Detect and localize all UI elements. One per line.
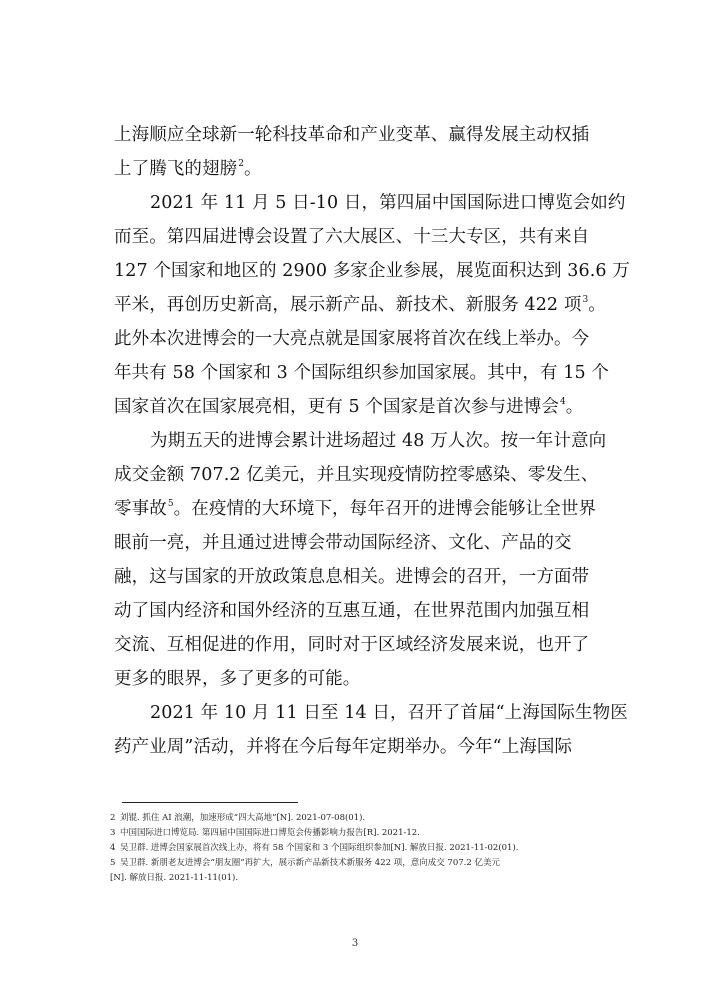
footnote [110, 811, 610, 826]
footnote-text: 吴卫群. 新朋老友进博会“朋友圈”再扩大，展示新产品新技术新服务 422 项，意向成交 707.2 亿美元 [120, 858, 500, 868]
text-fragment: 在疫情的大环境下，每年召开的进博会能够让全世界 [191, 499, 597, 519]
footnote-number: 5 [110, 858, 116, 868]
punctuation: 。 [565, 397, 584, 417]
text-line: 而至。第四届进博会设置了六大展区、十三大专区，共有来自 [114, 227, 590, 247]
text-line: 更多的眼界，多了更多的可能。 [114, 669, 361, 689]
text-line: 成交金额 707.2 亿美元，并且实现疫情防控零感染、零发生、 [114, 465, 599, 485]
footnote-continuation: [N]. 解放日报. 2021-11-11(01). [110, 873, 239, 883]
text-fragment: 零事故 [114, 499, 167, 519]
text-line: 为期五天的进博会累计进场超过 48 万人次。按一年计意向 [150, 431, 607, 451]
footnote-text: 刘锟. 抓住 AI 浪潮，加速形成“四大高地”[N]. 2021-07-08(01). [120, 813, 366, 823]
text-line: 动了国内经济和国外经济的互惠互通，在世界范围内加强互相 [114, 601, 590, 621]
text-fragment: 上了腾飞的翅膀 [114, 159, 238, 179]
text-line [114, 152, 604, 186]
footnote-ref[interactable]: 3 [582, 295, 589, 305]
footnote-separator [122, 802, 298, 803]
footnote-ref[interactable]: 4 [559, 397, 566, 407]
text-line: 此外本次进博会的一大亮点就是国家展将首次在线上举办。今 [114, 329, 590, 349]
text-line: 127 个国家和地区的 2900 多家企业参展，展览面积达到 36.6 万 [114, 261, 630, 281]
footnote-number: 3 [110, 828, 116, 838]
punctuation: 。 [588, 295, 606, 315]
footnote-ref[interactable]: 5 [167, 499, 174, 509]
footnote-ref[interactable]: 2 [238, 159, 245, 169]
footnote-text: 中国国际进口博览局. 第四届中国国际进口博览会传播影响力报告[R]. 2021-12. [120, 828, 420, 838]
footnote-text: 吴卫群. 进博会国家展首次线上办，将有 58 个国家和 3 个国际组织参加[N]. 解放日报. 2021-11-02(01). [120, 843, 519, 853]
text-line: 交流、互相促进的作用，同时对于区域经济发展来说，也开了 [114, 635, 590, 655]
page-number: 3 [351, 938, 359, 949]
punctuation: 。 [244, 159, 262, 179]
text-line: 融，这与国家的开放政策息息相关。进博会的召开，一方面带 [114, 567, 590, 587]
footnote-number: 2 [110, 813, 116, 823]
body-text [114, 118, 630, 764]
text-line [114, 492, 604, 526]
text-line: 上海顺应全球新一轮科技革命和产业变革、赢得发展主动权插 [114, 125, 590, 145]
footnote [110, 826, 610, 841]
footnote [110, 856, 610, 871]
footnotes [110, 811, 610, 886]
footnote-number: 4 [110, 843, 116, 853]
text-line [114, 390, 604, 424]
text-line: 药产业周”活动，并将在今后每年定期举办。今年“上海国际 [114, 737, 573, 757]
text-fragment: 国家首次在国家展亮相，更有 5 个国家是首次参与进博会 [114, 397, 559, 417]
text-line: 年共有 58 个国家和 3 个国际组织参加国家展。其中，有 15 个 [114, 363, 609, 383]
footnote [110, 841, 610, 856]
text-line: 2021 年 10 月 11 日至 14 日，召开了首届“上海国际生物医 [150, 703, 628, 723]
text-fragment: 平米，再创历史新高，展示新产品、新技术、新服务 422 项 [114, 295, 582, 315]
punctuation: 。 [173, 499, 192, 519]
text-line [114, 288, 604, 322]
text-line: 眼前一亮，并且通过进博会带动国际经济、文化、产品的交 [114, 533, 572, 553]
text-line: 2021 年 11 月 5 日-10 日，第四届中国国际进口博览会如约 [150, 193, 626, 213]
